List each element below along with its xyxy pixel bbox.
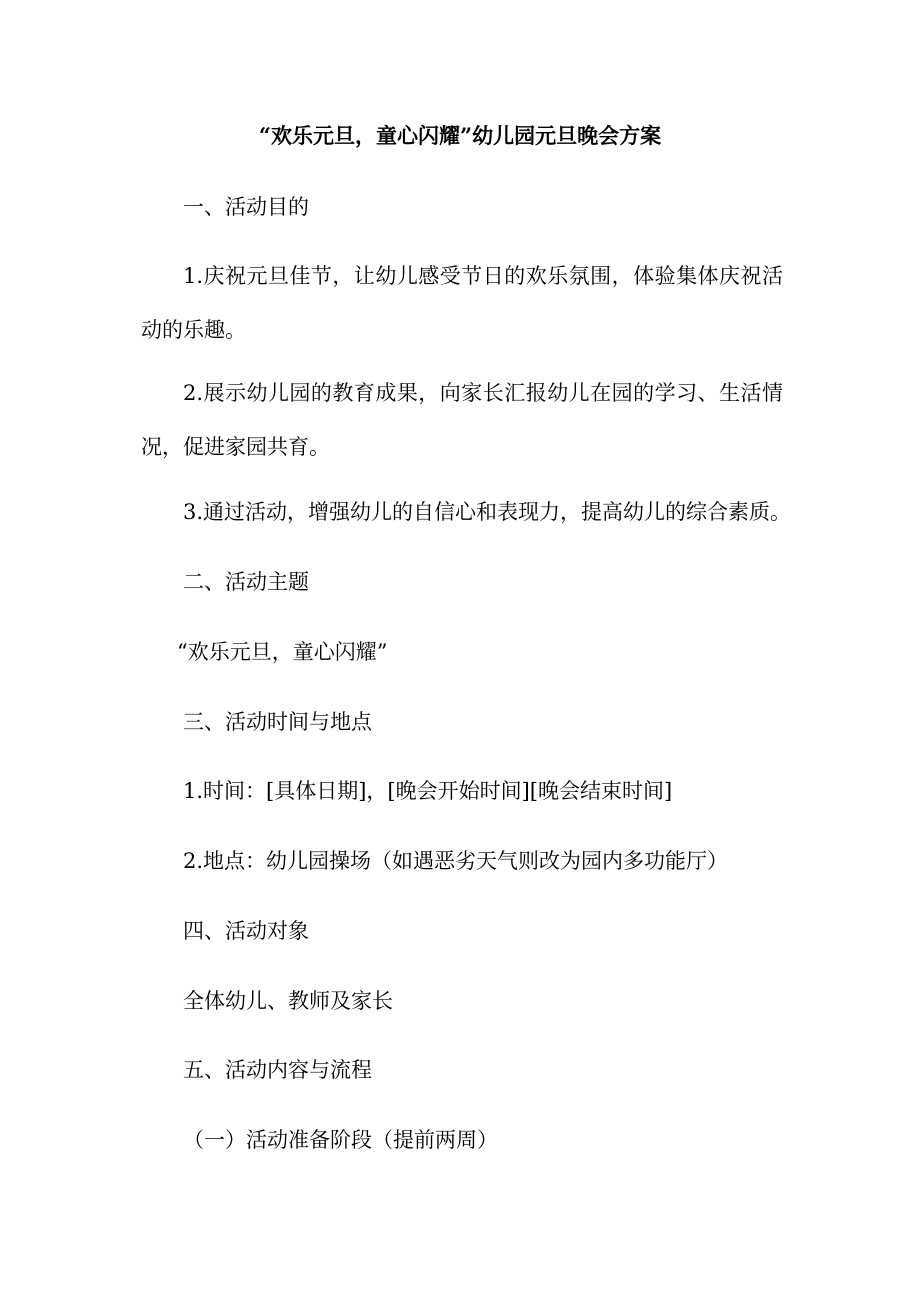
section-heading-theme: 二、活动主题 <box>183 570 309 594</box>
purpose-item-2: 2.展示幼儿园的教育成果，向家长汇报幼儿在园的学习、生活情况，促进家园共育。 <box>141 381 783 459</box>
time-item: 1.时间：[具体日期]，[晚会开始时间][晚会结束时间] <box>183 779 673 803</box>
theme-text: “欢乐元旦，童心闪耀” <box>177 640 388 664</box>
document-title: “欢乐元旦，童心闪耀”幼儿园元旦晚会方案 <box>258 123 662 148</box>
section-heading-purpose: 一、活动目的 <box>183 195 309 219</box>
section-heading-audience: 四、活动对象 <box>183 919 309 943</box>
section-heading-content-flow: 五、活动内容与流程 <box>183 1058 372 1082</box>
section-heading-time-place: 三、活动时间与地点 <box>183 710 372 734</box>
subsection-heading-preparation: （一）活动准备阶段（提前两周） <box>183 1128 498 1152</box>
audience-text: 全体幼儿、教师及家长 <box>183 989 393 1013</box>
purpose-item-1: 1.庆祝元旦佳节，让幼儿感受节日的欢乐氛围，体验集体庆祝活动的乐趣。 <box>141 264 783 342</box>
purpose-item-3: 3.通过活动，增强幼儿的自信心和表现力，提高幼儿的综合素质。 <box>183 500 792 524</box>
place-item: 2.地点：幼儿园操场（如遇恶劣天气则改为园内多功能厅） <box>183 849 729 873</box>
